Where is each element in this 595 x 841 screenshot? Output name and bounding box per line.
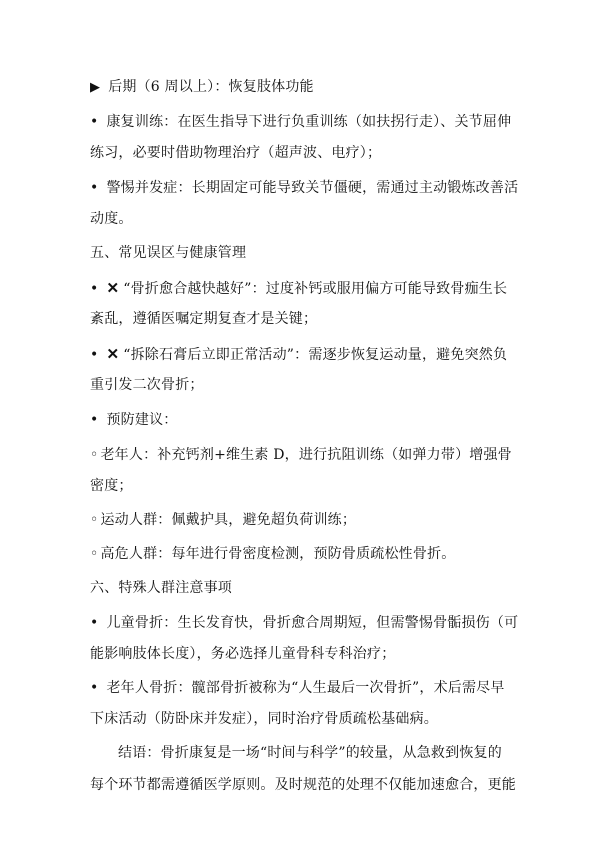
- circle-bullet-icon: ◦: [90, 546, 99, 562]
- text-line: 重引发二次骨折；: [90, 377, 204, 393]
- section-heading-5: 五、常见误区与健康管理: [90, 245, 247, 261]
- text-line: 康复训练：在医生指导下进行负重训练（如扶拐行走）、关节屈伸: [106, 114, 512, 130]
- cross-icon: ✕: [106, 345, 120, 363]
- text-line: 每个环节都需遵循医学原则。及时规范的处理不仅能加速愈合，更能: [90, 777, 516, 793]
- section-heading-late-phase: [90, 78, 515, 97]
- text-line: 下床活动（防卧床并发症），同时治疗骨质疏松基础病。: [90, 711, 438, 727]
- text-line: 练习，必要时借助物理治疗（超声波、电疗）；: [90, 145, 382, 161]
- text-line: 运动人群：佩戴护具，避免超负荷训练；: [100, 512, 357, 528]
- text-line: “骨折愈合越快越好”：过度补钙或服用偏方可能导致骨痂生长: [123, 281, 508, 297]
- triangle-icon: ▶: [90, 80, 101, 95]
- text-line: 紊乱，遵循医嘱定期复查才是关键；: [90, 311, 318, 327]
- text-line: “拆除石膏后立即正常活动”：需逐步恢复运动量，避免突然负: [123, 347, 508, 363]
- circle-bullet-icon: ◦: [90, 512, 99, 528]
- text-line: 能影响肢体长度），务必选择儿童骨科专科治疗；: [90, 646, 396, 662]
- bullet-icon: •: [90, 180, 99, 196]
- circle-bullet-icon: ◦: [90, 447, 99, 463]
- text-line: 老年人骨折：髋部骨折被称为“人生最后一次骨折”，术后需尽早: [106, 680, 505, 696]
- bullet-icon: •: [90, 281, 99, 297]
- text-line: 预防建议：: [106, 412, 178, 428]
- list-item: [90, 411, 515, 429]
- bullet-icon: •: [90, 615, 99, 631]
- sub-list-item: [90, 545, 515, 563]
- text-line: 警惕并发症：长期固定可能导致关节僵硬，需通过主动锻炼改善活: [106, 180, 519, 196]
- bullet-icon: •: [90, 347, 99, 363]
- bullet-icon: •: [90, 680, 99, 696]
- text-line: 高危人群：每年进行骨密度检测，预防骨质疏松性骨折。: [100, 546, 456, 562]
- text-line: 后期（6 周以上）：恢复肢体功能: [108, 79, 314, 95]
- section-heading-6: 六、特殊人群注意事项: [90, 580, 232, 596]
- conclusion-paragraph-start: 结语：骨折康复是一场“时间与科学”的较量，从急救到恢复的: [118, 745, 502, 761]
- list-item: [90, 279, 515, 298]
- list-item: [90, 345, 515, 364]
- text-line: 动度。: [90, 211, 133, 227]
- bullet-icon: •: [90, 114, 99, 130]
- list-item: [90, 614, 519, 632]
- bullet-icon: •: [90, 412, 99, 428]
- list-item: [90, 113, 515, 131]
- text-line: 老年人：补充钙剂+维生素 D，进行抗阻训练（如弹力带）增强骨: [100, 447, 512, 463]
- sub-list-item: [90, 511, 515, 529]
- sub-list-item: [90, 446, 515, 464]
- list-item: [90, 679, 515, 697]
- cross-icon: ✕: [106, 279, 120, 297]
- text-line: 儿童骨折：生长发育快，骨折愈合周期短，但需警惕骨骺损伤（可: [106, 615, 519, 631]
- text-line: 密度；: [90, 478, 133, 494]
- list-item: [90, 179, 519, 197]
